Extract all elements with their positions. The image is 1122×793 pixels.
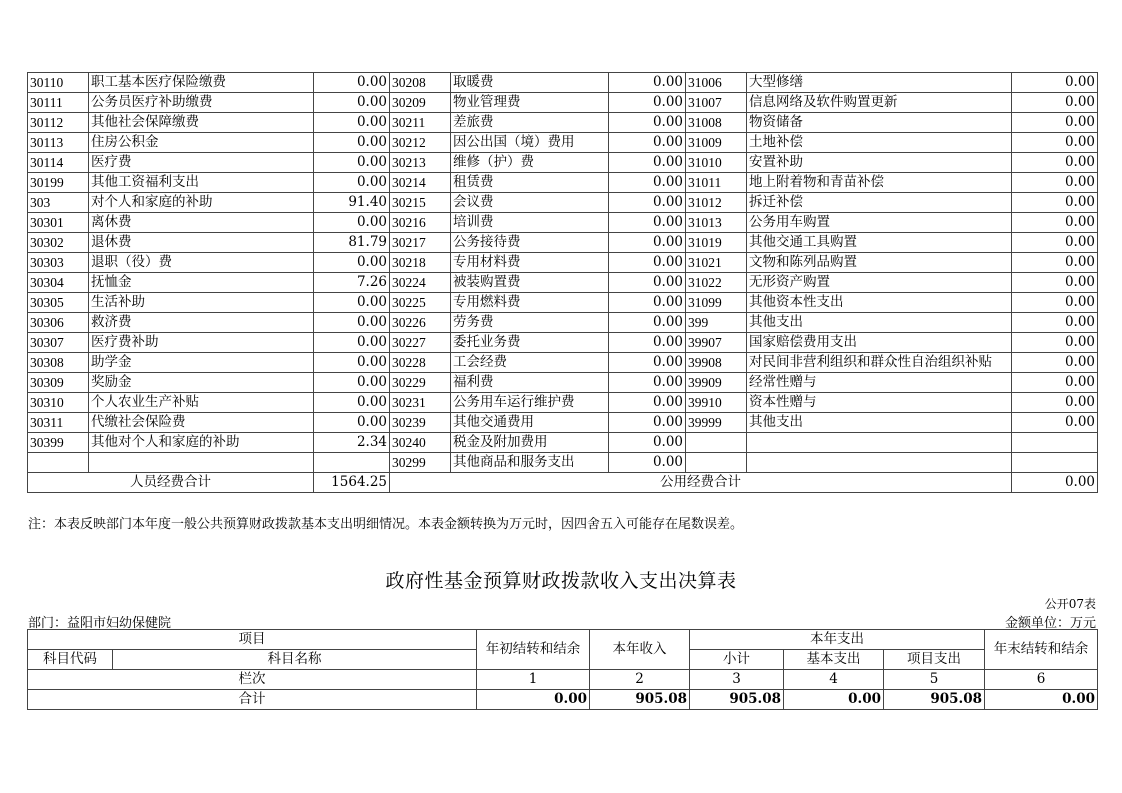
account-code: 30304 — [28, 273, 89, 293]
account-name: 离休费 — [89, 213, 314, 233]
table-row — [28, 353, 1098, 373]
account-name: 其他支出 — [747, 313, 1012, 333]
amount: 0.00 — [314, 113, 390, 133]
account-name: 代缴社会保险费 — [89, 413, 314, 433]
amount: 0.00 — [314, 253, 390, 273]
amount: 0.00 — [609, 113, 686, 133]
account-code: 30301 — [28, 213, 89, 233]
amount: 0.00 — [1012, 353, 1098, 373]
table-row — [28, 173, 1098, 193]
header-expenditure: 本年支出 — [690, 630, 985, 650]
column-index-label: 栏次 — [28, 670, 477, 690]
account-name: 大型修缮 — [747, 73, 1012, 93]
account-name: 其他交通费用 — [451, 413, 609, 433]
account-name: 经常性赠与 — [747, 373, 1012, 393]
amount: 0.00 — [609, 313, 686, 333]
amount: 0.00 — [609, 253, 686, 273]
amount: 0.00 — [314, 293, 390, 313]
account-code: 30306 — [28, 313, 89, 333]
department-label: 部门：益阳市妇幼保健院 — [28, 616, 172, 631]
public-total-value: 0.00 — [1012, 473, 1098, 493]
account-code: 31010 — [686, 153, 747, 173]
account-code: 30208 — [390, 73, 451, 93]
account-code: 30114 — [28, 153, 89, 173]
amount: 0.00 — [609, 453, 686, 473]
amount — [314, 453, 390, 473]
table-row — [28, 373, 1098, 393]
table-row — [28, 133, 1098, 153]
account-name — [747, 453, 1012, 473]
account-code: 30229 — [390, 373, 451, 393]
amount: 0.00 — [1012, 233, 1098, 253]
account-name: 福利费 — [451, 373, 609, 393]
header-item: 项目 — [28, 630, 477, 650]
header-row-1 — [28, 630, 1098, 650]
amount: 0.00 — [1012, 113, 1098, 133]
total-expenditure-subtotal: 905.08 — [690, 690, 784, 710]
account-code: 30213 — [390, 153, 451, 173]
account-name: 地上附着物和青苗补偿 — [747, 173, 1012, 193]
amount — [1012, 453, 1098, 473]
table-row — [28, 93, 1098, 113]
account-name: 物业管理费 — [451, 93, 609, 113]
account-code: 31021 — [686, 253, 747, 273]
account-code: 31012 — [686, 193, 747, 213]
header-income: 本年收入 — [590, 630, 690, 670]
column-number: 3 — [690, 670, 784, 690]
header-subject-code: 科目代码 — [28, 650, 113, 670]
table-row — [28, 393, 1098, 413]
account-code: 30110 — [28, 73, 89, 93]
amount: 0.00 — [609, 233, 686, 253]
amount: 0.00 — [609, 333, 686, 353]
account-code: 30231 — [390, 393, 451, 413]
account-name: 其他社会保障缴费 — [89, 113, 314, 133]
account-code — [28, 453, 89, 473]
account-code: 31019 — [686, 233, 747, 253]
total-income: 905.08 — [590, 690, 690, 710]
table-row — [28, 313, 1098, 333]
amount: 0.00 — [314, 373, 390, 393]
account-code: 30215 — [390, 193, 451, 213]
account-name: 住房公积金 — [89, 133, 314, 153]
amount: 0.00 — [609, 153, 686, 173]
amount: 0.00 — [1012, 333, 1098, 353]
amount: 0.00 — [609, 293, 686, 313]
account-name: 公务员医疗补助缴费 — [89, 93, 314, 113]
table-row — [28, 253, 1098, 273]
personnel-total-value: 1564.25 — [314, 473, 390, 493]
account-code: 30112 — [28, 113, 89, 133]
account-code: 31006 — [686, 73, 747, 93]
account-name: 资本性赠与 — [747, 393, 1012, 413]
amount: 0.00 — [609, 273, 686, 293]
account-name: 退职（役）费 — [89, 253, 314, 273]
amount: 0.00 — [609, 393, 686, 413]
amount: 0.00 — [314, 413, 390, 433]
account-name: 拆迁补偿 — [747, 193, 1012, 213]
account-name: 职工基本医疗保险缴费 — [89, 73, 314, 93]
account-code: 30311 — [28, 413, 89, 433]
account-name: 救济费 — [89, 313, 314, 333]
account-code: 31011 — [686, 173, 747, 193]
account-code: 30199 — [28, 173, 89, 193]
account-code: 303 — [28, 193, 89, 213]
totals-row — [28, 473, 1098, 493]
account-name: 其他支出 — [747, 413, 1012, 433]
government-fund-table — [27, 629, 1098, 710]
account-name — [747, 433, 1012, 453]
header-subtotal: 小计 — [690, 650, 784, 670]
account-name: 取暖费 — [451, 73, 609, 93]
account-name: 其他对个人和家庭的补助 — [89, 433, 314, 453]
account-code: 30111 — [28, 93, 89, 113]
amount: 0.00 — [609, 73, 686, 93]
table-row — [28, 193, 1098, 213]
amount: 0.00 — [1012, 213, 1098, 233]
account-code — [686, 453, 747, 473]
amount: 0.00 — [609, 173, 686, 193]
account-code: 30309 — [28, 373, 89, 393]
account-code: 30308 — [28, 353, 89, 373]
total-row — [28, 690, 1098, 710]
amount: 0.00 — [314, 73, 390, 93]
account-code: 30217 — [390, 233, 451, 253]
amount: 0.00 — [1012, 313, 1098, 333]
amount: 0.00 — [1012, 153, 1098, 173]
account-name: 专用材料费 — [451, 253, 609, 273]
amount: 91.40 — [314, 193, 390, 213]
table-row — [28, 233, 1098, 253]
amount: 0.00 — [314, 333, 390, 353]
table-row — [28, 273, 1098, 293]
account-code: 30399 — [28, 433, 89, 453]
account-code: 399 — [686, 313, 747, 333]
table-row — [28, 113, 1098, 133]
table-row — [28, 433, 1098, 453]
amount: 0.00 — [1012, 253, 1098, 273]
account-code: 31009 — [686, 133, 747, 153]
account-name: 医疗费补助 — [89, 333, 314, 353]
amount: 0.00 — [1012, 173, 1098, 193]
account-code: 31008 — [686, 113, 747, 133]
account-code: 39909 — [686, 373, 747, 393]
page-title: 政府性基金预算财政拨款收入支出决算表 — [385, 570, 737, 592]
account-code: 30209 — [390, 93, 451, 113]
amount: 0.00 — [314, 133, 390, 153]
table-row — [28, 333, 1098, 353]
amount: 0.00 — [314, 393, 390, 413]
account-code: 30226 — [390, 313, 451, 333]
column-number: 2 — [590, 670, 690, 690]
account-name: 税金及附加费用 — [451, 433, 609, 453]
amount: 81.79 — [314, 233, 390, 253]
amount: 2.34 — [314, 433, 390, 453]
account-name: 对民间非营利组织和群众性自治组织补贴 — [747, 353, 1012, 373]
account-name: 差旅费 — [451, 113, 609, 133]
table-row — [28, 293, 1098, 313]
amount: 0.00 — [609, 433, 686, 453]
account-code: 30239 — [390, 413, 451, 433]
amount: 0.00 — [609, 413, 686, 433]
account-code: 39910 — [686, 393, 747, 413]
account-code: 31022 — [686, 273, 747, 293]
table-row — [28, 73, 1098, 93]
column-number: 4 — [784, 670, 884, 690]
header-basic: 基本支出 — [784, 650, 884, 670]
account-name: 退休费 — [89, 233, 314, 253]
account-code: 31013 — [686, 213, 747, 233]
account-name: 其他交通工具购置 — [747, 233, 1012, 253]
account-name: 公务接待费 — [451, 233, 609, 253]
amount: 0.00 — [1012, 273, 1098, 293]
account-name: 其他商品和服务支出 — [451, 453, 609, 473]
account-name: 维修（护）费 — [451, 153, 609, 173]
amount: 0.00 — [1012, 293, 1098, 313]
total-opening-balance: 0.00 — [477, 690, 590, 710]
account-name: 文物和陈列品购置 — [747, 253, 1012, 273]
amount: 0.00 — [609, 193, 686, 213]
account-code: 30310 — [28, 393, 89, 413]
amount: 0.00 — [1012, 413, 1098, 433]
account-code: 39907 — [686, 333, 747, 353]
account-name: 对个人和家庭的补助 — [89, 193, 314, 213]
total-basic-expenditure: 0.00 — [784, 690, 884, 710]
account-code: 31099 — [686, 293, 747, 313]
amount: 0.00 — [314, 313, 390, 333]
account-code: 30225 — [390, 293, 451, 313]
amount: 0.00 — [609, 373, 686, 393]
amount: 0.00 — [609, 353, 686, 373]
account-name: 专用燃料费 — [451, 293, 609, 313]
account-code: 30228 — [390, 353, 451, 373]
account-name: 安置补助 — [747, 153, 1012, 173]
table-row — [28, 153, 1098, 173]
column-number: 6 — [985, 670, 1098, 690]
account-code: 30240 — [390, 433, 451, 453]
account-name: 劳务费 — [451, 313, 609, 333]
amount: 0.00 — [314, 213, 390, 233]
account-name: 个人农业生产补贴 — [89, 393, 314, 413]
table-row — [28, 213, 1098, 233]
account-name: 抚恤金 — [89, 273, 314, 293]
account-code: 30113 — [28, 133, 89, 153]
account-name: 信息网络及软件购置更新 — [747, 93, 1012, 113]
table-row — [28, 453, 1098, 473]
form-number: 公开07表 — [1044, 597, 1096, 611]
amount: 0.00 — [1012, 193, 1098, 213]
account-name: 其他工资福利支出 — [89, 173, 314, 193]
account-name: 医疗费 — [89, 153, 314, 173]
table-note: 注：本表反映部门本年度一般公共预算财政拨款基本支出明细情况。本表金额转换为万元时，因四舍五入可能存在尾数误差。 — [28, 517, 744, 532]
account-name: 租赁费 — [451, 173, 609, 193]
expense-rows — [28, 73, 1098, 473]
header-closing-balance: 年末结转和结余 — [985, 630, 1098, 670]
public-total-label: 公用经费合计 — [390, 473, 1012, 493]
account-name: 生活补助 — [89, 293, 314, 313]
amount: 0.00 — [1012, 133, 1098, 153]
header-subject-name: 科目名称 — [113, 650, 477, 670]
account-code: 30303 — [28, 253, 89, 273]
account-name: 土地补偿 — [747, 133, 1012, 153]
account-name: 其他资本性支出 — [747, 293, 1012, 313]
account-name: 被装购置费 — [451, 273, 609, 293]
account-code: 30227 — [390, 333, 451, 353]
basic-expenditure-detail-table — [27, 72, 1098, 493]
account-name: 奖励金 — [89, 373, 314, 393]
account-code: 30214 — [390, 173, 451, 193]
account-name: 公务用车购置 — [747, 213, 1012, 233]
account-code: 30299 — [390, 453, 451, 473]
amount: 7.26 — [314, 273, 390, 293]
amount: 0.00 — [1012, 393, 1098, 413]
account-name: 无形资产购置 — [747, 273, 1012, 293]
account-code — [686, 433, 747, 453]
amount: 0.00 — [314, 93, 390, 113]
amount: 0.00 — [1012, 373, 1098, 393]
account-name: 因公出国（境）费用 — [451, 133, 609, 153]
column-number: 1 — [477, 670, 590, 690]
column-index-row — [28, 670, 1098, 690]
account-name: 委托业务费 — [451, 333, 609, 353]
account-name: 物资储备 — [747, 113, 1012, 133]
amount: 0.00 — [314, 153, 390, 173]
amount: 0.00 — [1012, 93, 1098, 113]
table-row — [28, 413, 1098, 433]
amount-unit-label: 金额单位：万元 — [1004, 616, 1096, 631]
account-name: 国家赔偿费用支出 — [747, 333, 1012, 353]
amount: 0.00 — [609, 133, 686, 153]
amount: 0.00 — [1012, 73, 1098, 93]
amount: 0.00 — [609, 93, 686, 113]
amount — [1012, 433, 1098, 453]
account-name: 培训费 — [451, 213, 609, 233]
account-code: 30307 — [28, 333, 89, 353]
account-code: 30211 — [390, 113, 451, 133]
column-number: 5 — [884, 670, 985, 690]
account-code: 30302 — [28, 233, 89, 253]
account-code: 30305 — [28, 293, 89, 313]
account-name — [89, 453, 314, 473]
account-code: 39999 — [686, 413, 747, 433]
header-opening-balance: 年初结转和结余 — [477, 630, 590, 670]
header-project: 项目支出 — [884, 650, 985, 670]
account-code: 30216 — [390, 213, 451, 233]
account-code: 31007 — [686, 93, 747, 113]
amount: 0.00 — [609, 213, 686, 233]
total-label: 合计 — [28, 690, 477, 710]
amount: 0.00 — [314, 173, 390, 193]
amount: 0.00 — [314, 353, 390, 373]
account-code: 30212 — [390, 133, 451, 153]
personnel-total-label: 人员经费合计 — [28, 473, 314, 493]
account-code: 30218 — [390, 253, 451, 273]
account-code: 30224 — [390, 273, 451, 293]
account-name: 助学金 — [89, 353, 314, 373]
account-name: 工会经费 — [451, 353, 609, 373]
account-name: 公务用车运行维护费 — [451, 393, 609, 413]
account-name: 会议费 — [451, 193, 609, 213]
account-code: 39908 — [686, 353, 747, 373]
total-project-expenditure: 905.08 — [884, 690, 985, 710]
total-closing-balance: 0.00 — [985, 690, 1098, 710]
